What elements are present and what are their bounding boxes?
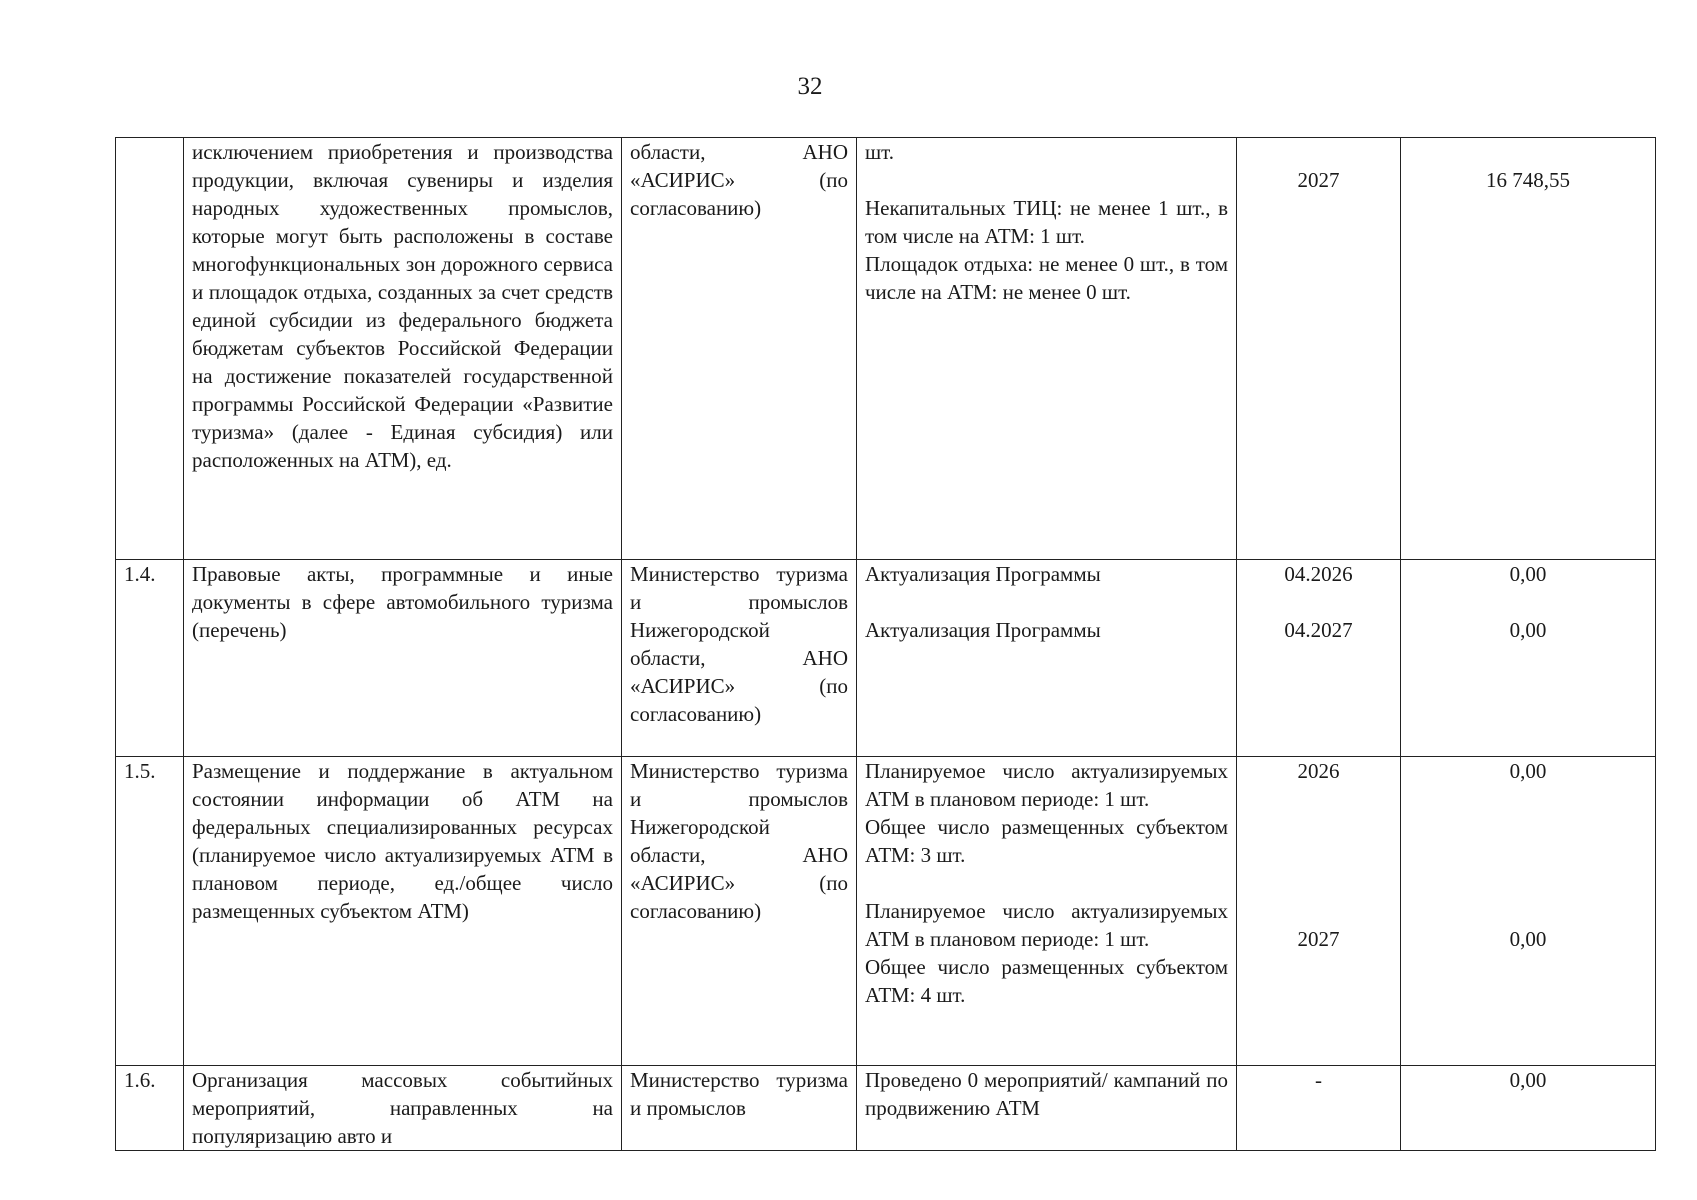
- responsible-executor: Министерство туризма и промыслов Нижегородской области, АНО «АСИРИС» (по согласованию): [622, 560, 857, 757]
- funding-amount: 0,00 0,00: [1401, 560, 1656, 757]
- table-row: [116, 560, 1656, 757]
- responsible-executor: Министерство туризма и промыслов Нижегородской области, АНО «АСИРИС» (по согласованию): [622, 757, 857, 1066]
- table-row: [116, 757, 1656, 1066]
- table-row: [116, 138, 1656, 560]
- deadline: -: [1237, 1066, 1401, 1151]
- responsible-executor: Министерство туризма и промыслов: [622, 1066, 857, 1151]
- event-name: исключением приобретения и производства продукции, включая сувениры и изделия народных художественных промыслов, которые могут быть расположены в составе многофункциональных зон дорожного сервиса и площадок отдыха, созданных за счет средств единой субсидии из федерального бюджета бюджетам субъектов Российской Федерации на достижение показателей государственной программы Российской Федерации «Развитие туризма» (далее - Единая субсидия) или расположенных на АТМ), ед.: [184, 138, 622, 560]
- row-number: 1.5.: [116, 757, 184, 1066]
- deadline: 2027: [1237, 138, 1401, 560]
- expected-result: Планируемое число актуализируемых АТМ в плановом периоде: 1 шт. Общее число размещенных субъектом АТМ: 3 шт. Планируемое число актуализируемых АТМ в плановом периоде: 1 шт. Общее число размещенных субъектом АТМ: 4 шт.: [857, 757, 1237, 1066]
- plan-table: [115, 137, 1656, 1151]
- expected-result: шт. Некапитальных ТИЦ: не менее 1 шт., в том числе на АТМ: 1 шт. Площадок отдыха: не менее 0 шт., в том числе на АТМ: не менее 0 шт.: [857, 138, 1237, 560]
- funding-amount: 0,00: [1401, 1066, 1656, 1151]
- funding-amount: 0,00 0,00: [1401, 757, 1656, 1066]
- deadline: 04.2026 04.2027: [1237, 560, 1401, 757]
- deadline: 2026 2027: [1237, 757, 1401, 1066]
- row-number: 1.4.: [116, 560, 184, 757]
- page-number: 32: [797, 73, 823, 100]
- event-name: Правовые акты, программные и иные документы в сфере автомобильного туризма (перечень): [184, 560, 622, 757]
- funding-amount: 16 748,55: [1401, 138, 1656, 560]
- expected-result: Проведено 0 мероприятий/ кампаний по продвижению АТМ: [857, 1066, 1237, 1151]
- expected-result: Актуализация Программы Актуализация Программы: [857, 560, 1237, 757]
- event-name: Размещение и поддержание в актуальном состоянии информации об АТМ на федеральных специализированных ресурсах (планируемое число актуализируемых АТМ в плановом периоде, ед./общее число размещенных субъектом АТМ): [184, 757, 622, 1066]
- event-name: Организация массовых событийных мероприятий, направленных на популяризацию авто и: [184, 1066, 622, 1151]
- table-row: [116, 1066, 1656, 1151]
- row-number: [116, 138, 184, 560]
- row-number: 1.6.: [116, 1066, 184, 1151]
- responsible-executor: области, АНО «АСИРИС» (по согласованию): [622, 138, 857, 560]
